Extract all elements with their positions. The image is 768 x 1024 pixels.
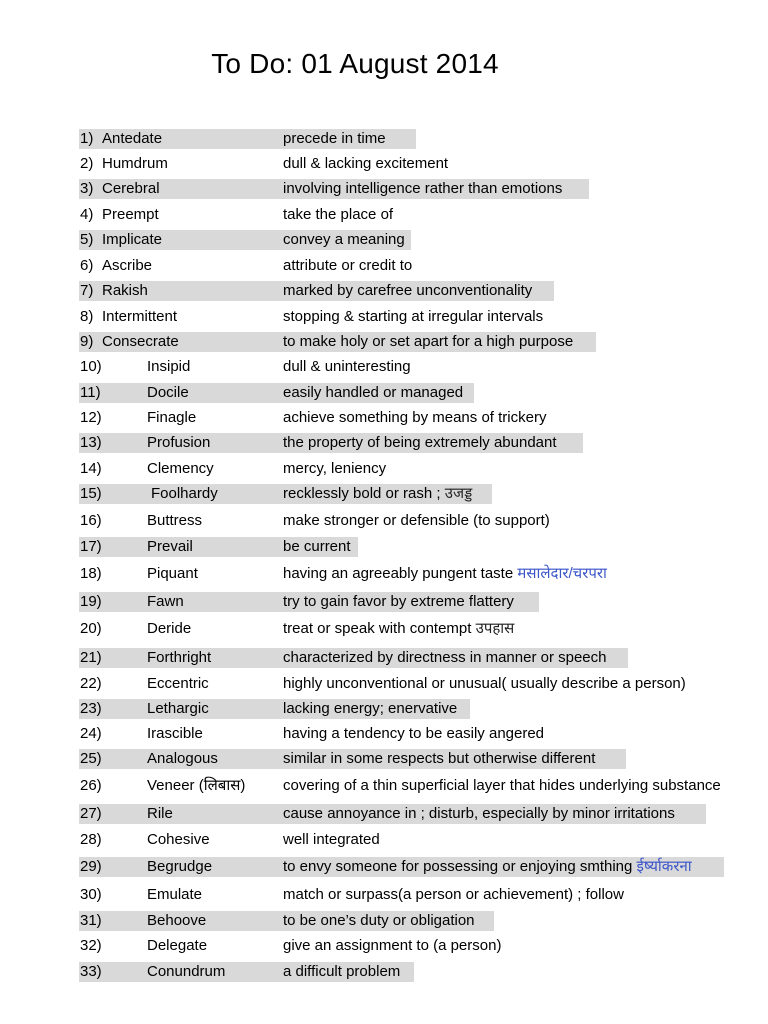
vocab-word: Delegate: [147, 937, 208, 954]
definition: [283, 153, 448, 175]
definition-text: achieve something by means of trickery: [283, 409, 547, 426]
vocab-word: Fawn: [147, 593, 184, 610]
vocab-word: Insipid: [147, 358, 191, 375]
definition: [283, 618, 514, 640]
vocab-word: Begrudge: [147, 858, 213, 875]
list-item: [0, 673, 768, 695]
definition: [283, 356, 411, 378]
definition: [283, 128, 386, 150]
definition-text: mercy, leniency: [283, 460, 387, 477]
definition-text: similar in some respects but otherwise different: [283, 750, 596, 767]
list-item: [0, 510, 768, 532]
vocab-word: Foolhardy: [151, 485, 218, 502]
item-number: 33): [80, 963, 102, 980]
list-item: [0, 910, 768, 932]
definition: [283, 382, 463, 404]
list-item: [0, 407, 768, 429]
list-item: [0, 563, 768, 585]
item-number: 10): [80, 358, 102, 375]
list-item: [0, 331, 768, 353]
vocab-word: Buttress: [147, 512, 203, 529]
list-item: [0, 483, 768, 505]
definition-text: give an assignment to (a person): [283, 937, 502, 954]
definition-text: precede in time: [283, 130, 386, 147]
hindi-translation: मसालेदार/चरपरा: [517, 565, 607, 582]
definition-text: to make holy or set apart for a high purpose: [283, 333, 574, 350]
vocab-word: Forthright: [147, 649, 212, 666]
vocab-word: Rakish: [102, 282, 148, 299]
definition: [283, 229, 405, 251]
vocab-word: Preempt: [102, 206, 159, 223]
definition: [283, 961, 400, 983]
item-number: 5): [80, 231, 94, 248]
vocab-word: Consecrate: [102, 333, 179, 350]
vocab-word: Clemency: [147, 460, 214, 477]
definition: [283, 204, 393, 226]
definition-text: cause annoyance in ; disturb, especially by minor irritations: [283, 805, 675, 822]
hindi-translation: उपहास: [475, 620, 515, 637]
item-number: 9): [80, 333, 94, 350]
item-number: 4): [80, 206, 94, 223]
list-item: [0, 748, 768, 770]
definition-text: well integrated: [283, 831, 380, 848]
vocab-word: Profusion: [147, 434, 211, 451]
definition-text: lacking energy; enervative: [283, 700, 458, 717]
item-number: 17): [80, 538, 102, 555]
definition: [283, 829, 380, 851]
definition: [283, 510, 550, 532]
definition-text: match or surpass(a person or achievement) ; follow: [283, 886, 624, 903]
item-number: 26): [80, 777, 102, 794]
item-number: 24): [80, 725, 102, 742]
list-item: [0, 204, 768, 226]
vocab-word: Lethargic: [147, 700, 209, 717]
item-number: 2): [80, 155, 94, 172]
definition: [283, 698, 457, 720]
definition: [283, 803, 675, 825]
definition: [283, 748, 595, 770]
definition-text: to be one’s duty or obligation: [283, 912, 475, 929]
definition-text: marked by carefree unconventionality: [283, 282, 533, 299]
list-item: [0, 178, 768, 200]
definition: [283, 935, 501, 957]
list-item: [0, 280, 768, 302]
definition-text: easily handled or managed: [283, 384, 464, 401]
definition-text: take the place of: [283, 206, 394, 223]
list-item: [0, 128, 768, 150]
list-item: [0, 775, 768, 797]
list-item: [0, 229, 768, 251]
vocab-word: Finagle: [147, 409, 197, 426]
definition-text: having a tendency to be easily angered: [283, 725, 545, 742]
item-number: 1): [80, 130, 94, 147]
list-item: [0, 803, 768, 825]
list-item: [0, 829, 768, 851]
vocab-word: Implicate: [102, 231, 163, 248]
item-number: 31): [80, 912, 102, 929]
definition: [283, 536, 351, 558]
item-number: 3): [80, 180, 94, 197]
item-number: 14): [80, 460, 102, 477]
definition-text: stopping & starting at irregular intervals: [283, 308, 544, 325]
list-item: [0, 255, 768, 277]
item-number: 28): [80, 831, 102, 848]
definition-text: dull & lacking excitement: [283, 155, 449, 172]
definition: [283, 591, 514, 613]
item-number: 22): [80, 675, 102, 692]
definition-text: characterized by directness in manner or speech: [283, 649, 607, 666]
vocab-word: Humdrum: [102, 155, 168, 172]
item-number: 20): [80, 620, 102, 637]
vocab-word: Eccentric: [147, 675, 209, 692]
list-item: [0, 935, 768, 957]
item-number: 7): [80, 282, 94, 299]
definition-text: be current: [283, 538, 351, 555]
list-item: [0, 618, 768, 640]
list-item: [0, 591, 768, 613]
list-item: [0, 856, 768, 878]
vocab-word: Veneer (लिबास): [147, 777, 246, 794]
definition: [283, 775, 721, 797]
definition-text: a difficult problem: [283, 963, 401, 980]
definition: [283, 280, 532, 302]
list-item: [0, 698, 768, 720]
list-item: [0, 536, 768, 558]
item-number: 18): [80, 565, 102, 582]
definition: [283, 910, 475, 932]
vocab-word: Antedate: [102, 130, 163, 147]
hindi-translation: उजड्ड: [444, 485, 473, 502]
hindi-translation: ईर्ष्याकरना: [636, 858, 692, 875]
item-number: 8): [80, 308, 94, 325]
definition-text: treat or speak with contempt: [283, 620, 476, 637]
item-number: 30): [80, 886, 102, 903]
definition-text: the property of being extremely abundant: [283, 434, 557, 451]
definition-text: recklessly bold or rash ;: [283, 485, 445, 502]
definition: [283, 407, 546, 429]
vocab-word: Analogous: [147, 750, 218, 767]
vocab-word: Emulate: [147, 886, 203, 903]
vocab-word: Cohesive: [147, 831, 210, 848]
item-number: 6): [80, 257, 94, 274]
list-item: [0, 306, 768, 328]
definition: [283, 432, 557, 454]
item-number: 15): [80, 485, 102, 502]
definition: [283, 483, 472, 505]
definition-text: covering of a thin superficial layer that hides underlying substance: [283, 777, 721, 794]
definition: [283, 673, 686, 695]
item-number: 13): [80, 434, 102, 451]
definition: [283, 306, 543, 328]
definition-text: to envy someone for possessing or enjoying smthing: [283, 858, 637, 875]
definition-text: dull & uninteresting: [283, 358, 411, 375]
item-number: 29): [80, 858, 102, 875]
item-number: 19): [80, 593, 102, 610]
vocab-word: Rile: [147, 805, 173, 822]
item-number: 11): [80, 384, 101, 401]
page-title: To Do: 01 August 2014: [211, 48, 499, 79]
definition: [283, 647, 607, 669]
list-item: [0, 432, 768, 454]
definition-text: highly unconventional or unusual( usually describe a person): [283, 675, 686, 692]
definition: [283, 884, 624, 906]
list-item: [0, 647, 768, 669]
list-item: [0, 356, 768, 378]
definition: [283, 563, 607, 585]
definition-text: having an agreeably pungent taste: [283, 565, 518, 582]
item-number: 12): [80, 409, 102, 426]
definition: [283, 856, 692, 878]
vocab-word: Deride: [147, 620, 192, 637]
definition-text: involving intelligence rather than emotions: [283, 180, 563, 197]
vocab-word: Ascribe: [102, 257, 153, 274]
vocab-word: Piquant: [147, 565, 198, 582]
vocab-word: Behoove: [147, 912, 207, 929]
vocab-word: Docile: [147, 384, 189, 401]
vocab-word: Irascible: [147, 725, 203, 742]
definition-text: make stronger or defensible (to support): [283, 512, 550, 529]
list-item: [0, 961, 768, 983]
definition: [283, 458, 386, 480]
item-number: 16): [80, 512, 102, 529]
list-item: [0, 153, 768, 175]
item-number: 32): [80, 937, 102, 954]
definition-text: attribute or credit to: [283, 257, 413, 274]
list-item: [0, 723, 768, 745]
definition-text: try to gain favor by extreme flattery: [283, 593, 514, 610]
definition-text: convey a meaning: [283, 231, 405, 248]
vocab-word: Cerebral: [102, 180, 160, 197]
item-number: 27): [80, 805, 102, 822]
definition: [283, 178, 562, 200]
definition: [283, 255, 412, 277]
vocab-word: Prevail: [147, 538, 193, 555]
item-number: 21): [80, 649, 102, 666]
list-item: [0, 458, 768, 480]
list-item: [0, 382, 768, 404]
definition: [283, 723, 544, 745]
item-number: 25): [80, 750, 102, 767]
list-item: [0, 884, 768, 906]
item-number: 23): [80, 700, 102, 717]
vocab-word: Conundrum: [147, 963, 226, 980]
definition: [283, 331, 573, 353]
vocab-word: Intermittent: [102, 308, 178, 325]
